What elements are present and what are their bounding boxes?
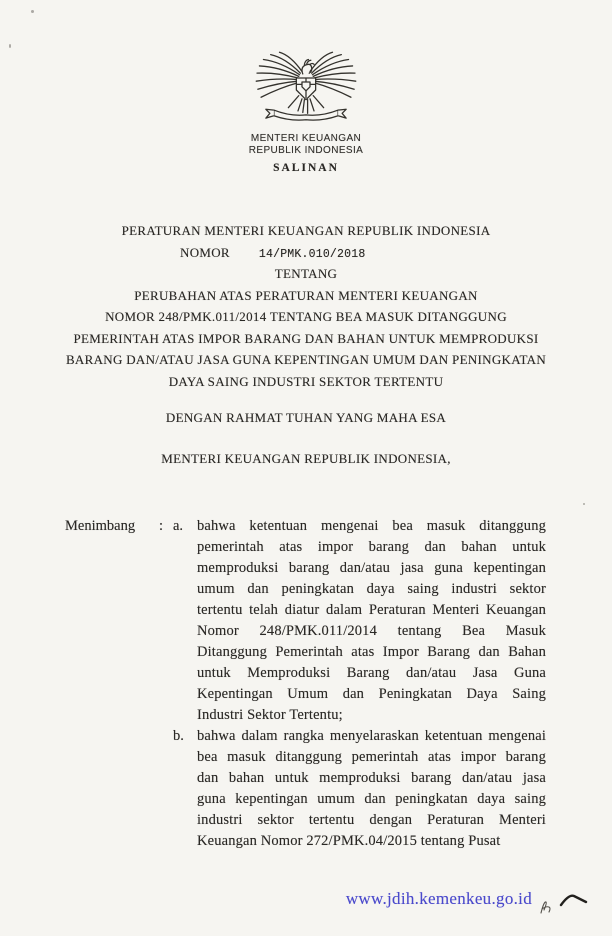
letterhead <box>0 42 612 174</box>
nomor-label: NOMOR <box>180 244 230 260</box>
consideration-item-b <box>173 726 546 852</box>
considerations-colon: : <box>159 518 164 534</box>
scan-artifact <box>583 503 585 505</box>
handwritten-caret-icon <box>559 893 589 909</box>
ministry-name <box>0 133 612 157</box>
garuda-pancasila-emblem-icon <box>253 42 359 130</box>
subject-line: PERUBAHAN ATAS PERATURAN MENTERI KEUANGAN <box>134 287 478 303</box>
subject-line: PEMERINTAH ATAS IMPOR BARANG DAN BAHAN UNTUK MEMPRODUKSI <box>73 330 539 346</box>
item-text: bahwa dalam rangka menyelaraskan ketentuan mengenai bea masuk ditanggung pemerintah atas impor barang dan bahan untuk memproduksi barang dan/atau jasa guna kepentingan umum dan peningkatan daya saing industri sektor tertentu dengan Peraturan Menteri Keuangan Nomor 272/PMK.04/2015 tentang Pusat <box>197 728 546 849</box>
invocation-line: DENGAN RAHMAT TUHAN YANG MAHA ESA <box>165 410 447 425</box>
copy-stamp-label: SALINAN <box>273 162 339 174</box>
considerations-items <box>173 516 546 852</box>
authority-line: MENTERI KEUANGAN REPUBLIK INDONESIA, <box>161 451 451 466</box>
consideration-item-a <box>173 516 546 726</box>
considerations-section <box>65 516 546 852</box>
regulation-title-block <box>0 220 612 392</box>
ministry-line2: REPUBLIK INDONESIA <box>248 145 364 156</box>
tentang-label: TENTANG <box>274 266 338 281</box>
subject-line: DAYA SAING INDUSTRI SEKTOR TERTENTU <box>168 373 444 389</box>
subject-line: NOMOR 248/PMK.011/2014 TENTANG BEA MASUK DITANGGUNG <box>105 309 507 324</box>
handwritten-initials-icon <box>538 898 556 916</box>
title-line-1: PERATURAN MENTERI KEUANGAN REPUBLIK INDONESIA <box>121 223 491 238</box>
nomor-value: 14/PMK.010/2018 <box>258 247 366 261</box>
considerations-label: Menimbang <box>65 518 136 534</box>
item-letter: b. <box>173 728 184 744</box>
ministry-line1: MENTERI KEUANGAN <box>250 133 362 144</box>
website-url: www.jdih.kemenkeu.go.id <box>345 889 532 908</box>
item-letter: a. <box>173 518 184 534</box>
subject-line: BARANG DAN/ATAU JASA GUNA KEPENTINGAN UMUM DAN PENINGKATAN <box>65 352 547 367</box>
item-text: bahwa ketentuan mengenai bea masuk ditanggung pemerintah atas impor barang dan bahan untuk memproduksi barang dan/atau jasa guna kepentingan umum dan peningkatan daya saing industri sektor tertentu telah diatur dalam Peraturan Menteri Keuangan Nomor 248/PMK.011/2014 tentang Bea Masuk Ditanggung Pemerintah atas Impor Barang dan Bahan untuk Memproduksi Barang dan/atau Jasa Guna Kepentingan Umum dan Peningkatan Daya Saing Industri Sektor Tertentu; <box>197 518 546 723</box>
nomor-line <box>0 242 612 264</box>
scan-artifact <box>31 10 34 13</box>
